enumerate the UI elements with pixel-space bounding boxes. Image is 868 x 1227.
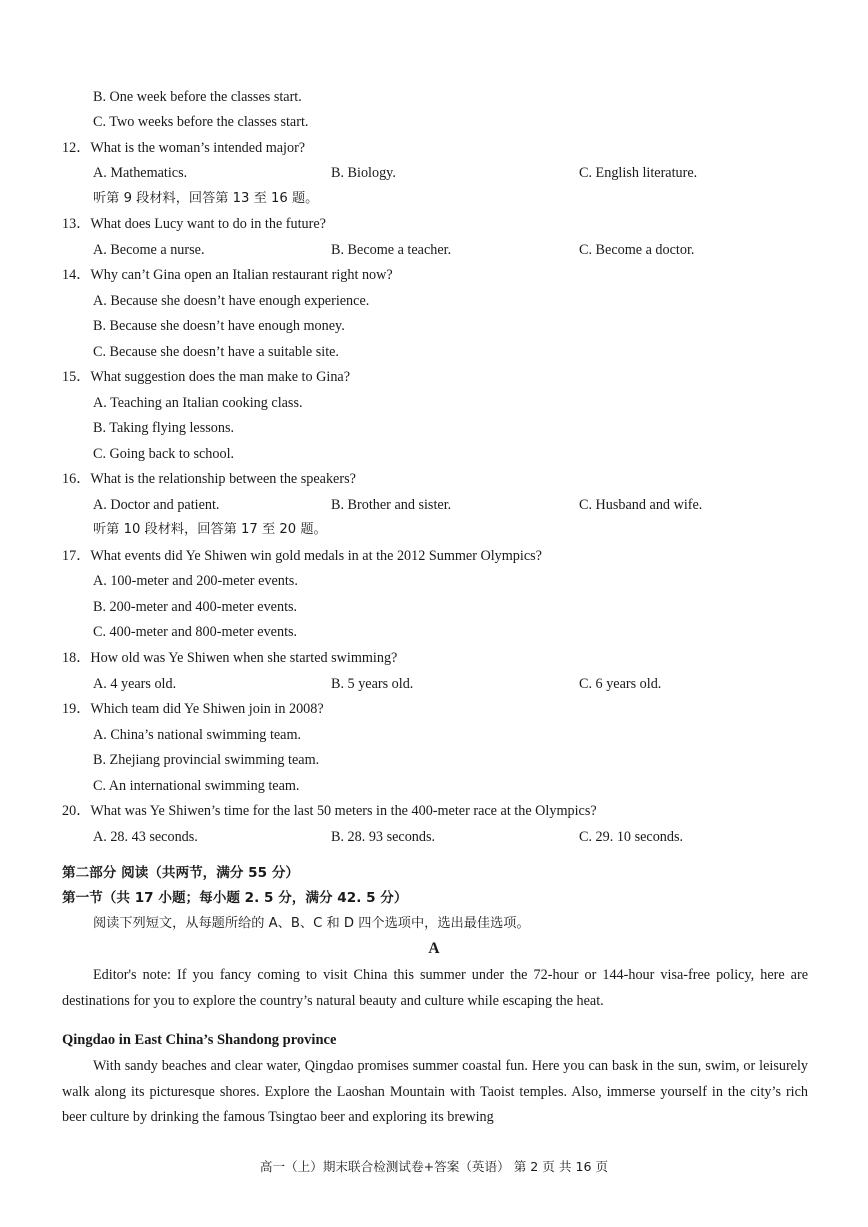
q16-option-a: A. Doctor and patient. bbox=[93, 497, 220, 513]
q12-option-b: B. Biology. bbox=[331, 165, 396, 181]
q14-stem: 14．Why can’t Gina open an Italian restaurant right now? bbox=[62, 267, 393, 283]
q14-option-a: A. Because she doesn’t have enough experience. bbox=[93, 293, 370, 309]
q11-option-c: C. Two weeks before the classes start. bbox=[93, 114, 309, 130]
q16-option-c: C. Husband and wife. bbox=[579, 497, 703, 513]
q17-option-c: C. 400-meter and 800-meter events. bbox=[93, 624, 298, 640]
q13-stem: 13．What does Lucy want to do in the future? bbox=[62, 216, 326, 232]
q20-option-b: B. 28. 93 seconds. bbox=[331, 829, 436, 845]
q12-option-c: C. English literature. bbox=[579, 165, 698, 181]
q13-option-a: A. Become a nurse. bbox=[93, 242, 205, 258]
editor-note-text: Editor's note: If you fancy coming to visit China this summer under the 72-hour or 144-hour visa-free policy, here are destinations for you to explore the country’s natural beauty and culture while escaping the heat. bbox=[62, 967, 808, 1009]
q19-stem: 19．Which team did Ye Shiwen join in 2008? bbox=[62, 701, 324, 717]
q20-option-a: A. 28. 43 seconds. bbox=[93, 829, 198, 845]
q14-option-c: C. Because she doesn’t have a suitable site. bbox=[93, 344, 339, 360]
q16-stem: 16．What is the relationship between the speakers? bbox=[62, 471, 356, 487]
q16-option-b: B. Brother and sister. bbox=[331, 497, 452, 513]
q17-option-b: B. 200-meter and 400-meter events. bbox=[93, 599, 298, 615]
q18-stem: 18．How old was Ye Shiwen when she started swimming? bbox=[62, 650, 398, 666]
q15-option-a: A. Teaching an Italian cooking class. bbox=[93, 395, 303, 411]
section-heading-qingdao: Qingdao in East China’s Shandong province bbox=[62, 1032, 337, 1048]
q15-stem: 15．What suggestion does the man make to Gina? bbox=[62, 369, 351, 385]
section1-title: 第一节（共 17 小题；每小题 2. 5 分，满分 42. 5 分） bbox=[62, 890, 408, 906]
instruction-section-10: 听第 10 段材料，回答第 17 至 20 题。 bbox=[93, 522, 327, 537]
q13-option-b: B. Become a teacher. bbox=[331, 242, 452, 258]
q20-option-c: C. 29. 10 seconds. bbox=[579, 829, 684, 845]
q18-option-a: A. 4 years old. bbox=[93, 676, 177, 692]
q15-option-c: C. Going back to school. bbox=[93, 446, 235, 462]
q11-option-b: B. One week before the classes start. bbox=[93, 89, 302, 105]
instruction-section-9: 听第 9 段材料，回答第 13 至 16 题。 bbox=[93, 191, 319, 206]
q12-option-a: A. Mathematics. bbox=[93, 165, 188, 181]
qingdao-text: With sandy beaches and clear water, Qingdao promises summer coastal fun. Here you can bask in the sun, swim, or leisurely walk along its picturesque shores. Explore the Laoshan Mountain with Taoist temples. Also, immerse yourself in the city’s rich beer culture by drinking the famous Tsingtao beer and exploring its brewing bbox=[62, 1058, 808, 1125]
q14-option-b: B. Because she doesn’t have enough money. bbox=[93, 318, 345, 334]
passage-label: A bbox=[428, 940, 440, 957]
q19-option-c: C. An international swimming team. bbox=[93, 778, 300, 794]
qingdao-paragraph bbox=[62, 1054, 808, 1131]
q19-option-a: A. China’s national swimming team. bbox=[93, 727, 302, 743]
reading-instruction: 阅读下列短文，从每题所给的 A、B、C 和 D 四个选项中，选出最佳选项。 bbox=[93, 916, 530, 931]
q18-option-c: C. 6 years old. bbox=[579, 676, 662, 692]
part2-title: 第二部分 阅读（共两节，满分 55 分） bbox=[62, 865, 300, 881]
q13-option-c: C. Become a doctor. bbox=[579, 242, 695, 258]
q12-stem: 12．What is the woman’s intended major? bbox=[62, 140, 306, 156]
q17-stem: 17．What events did Ye Shiwen win gold medals in at the 2012 Summer Olympics? bbox=[62, 548, 542, 564]
q17-option-a: A. 100-meter and 200-meter events. bbox=[93, 573, 298, 589]
q19-option-b: B. Zhejiang provincial swimming team. bbox=[93, 752, 320, 768]
editor-note-paragraph bbox=[62, 963, 808, 1014]
page-footer: 高一（上）期末联合检测试卷+答案（英语） 第 2 页 共 16 页 bbox=[259, 1159, 609, 1174]
q15-option-b: B. Taking flying lessons. bbox=[93, 420, 235, 436]
q20-stem: 20．What was Ye Shiwen’s time for the last 50 meters in the 400-meter race at the Olympics? bbox=[62, 803, 597, 819]
q18-option-b: B. 5 years old. bbox=[331, 676, 414, 692]
